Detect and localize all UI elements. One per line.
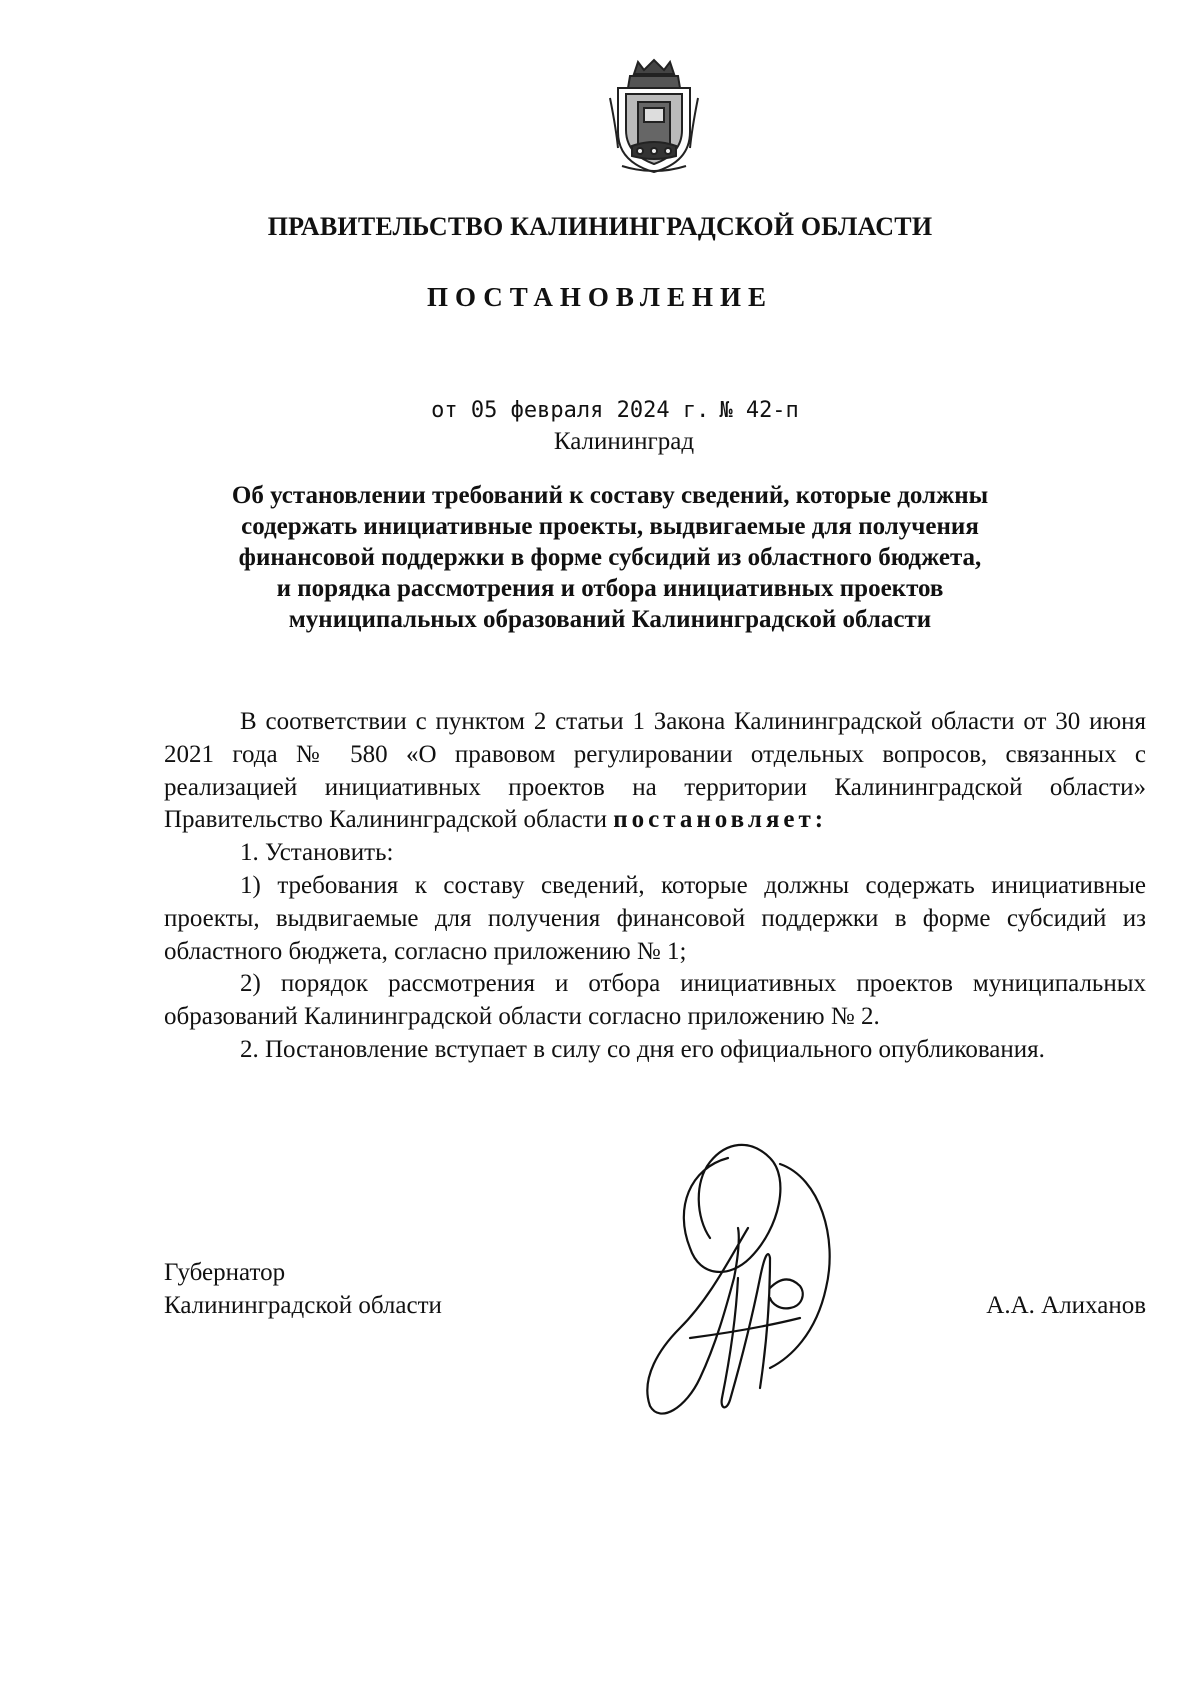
position-line: Калининградской области: [164, 1292, 442, 1319]
document-body: [164, 706, 1146, 1067]
preamble-paragraph: [164, 706, 1146, 837]
kaliningrad-coat-of-arms-icon: [608, 58, 700, 176]
subject-line: содержать инициативные проекты, выдвигаемые для получения: [241, 513, 979, 540]
position-line: Губернатор: [164, 1259, 286, 1286]
handwritten-signature-icon: [630, 1138, 850, 1426]
clause-paragraph: 2) порядок рассмотрения и отбора инициативных проектов муниципальных образований Калининградской области согласно приложению № 2.: [164, 970, 1146, 1031]
signatory-name: А.А. Алиханов: [986, 1292, 1146, 1319]
subject-line: и порядка рассмотрения и отбора инициативных проектов: [276, 575, 944, 602]
date-number-line: [0, 398, 1200, 423]
government-title: ПРАВИТЕЛЬСТВО КАЛИНИНГРАДСКОЙ ОБЛАСТИ: [267, 212, 933, 241]
document-type: ПОСТАНОВЛЕНИЕ: [426, 282, 774, 312]
signatory-position: [164, 1256, 442, 1322]
document-date: от 05 февраля 2024 г.: [431, 398, 710, 423]
clause-paragraph: 1) требования к составу сведений, которые должны содержать инициативные проекты, выдвигаемые для получения финансовой поддержки в форме субсидий из областного бюджета, согласно приложению № 1;: [164, 871, 1146, 965]
resolves-word: постановляет:: [613, 806, 828, 834]
subject-line: финансовой поддержки в форме субсидий из областного бюджета,: [238, 544, 982, 571]
subject-line: муниципальных образований Калининградской области: [288, 606, 932, 633]
clause-paragraph: 2. Постановление вступает в силу со дня его официального опубликования.: [240, 1035, 1045, 1063]
document-city: Калининград: [553, 428, 695, 455]
document-number: № 42-п: [719, 398, 799, 423]
clause-paragraph: 1. Установить:: [240, 839, 394, 867]
document-subject: [160, 480, 1060, 635]
preamble-text: В соответствии с пунктом 2 статьи 1 Закона Калининградской области от 30 июня 2021 года № 580 «О правовом регулировании отдельных вопросов, связанных с реализацией инициативных проектов на территории Калининградской области» Правительство Калининградской области: [164, 708, 1146, 834]
subject-line: Об установлении требований к составу сведений, которые должны: [231, 482, 989, 509]
